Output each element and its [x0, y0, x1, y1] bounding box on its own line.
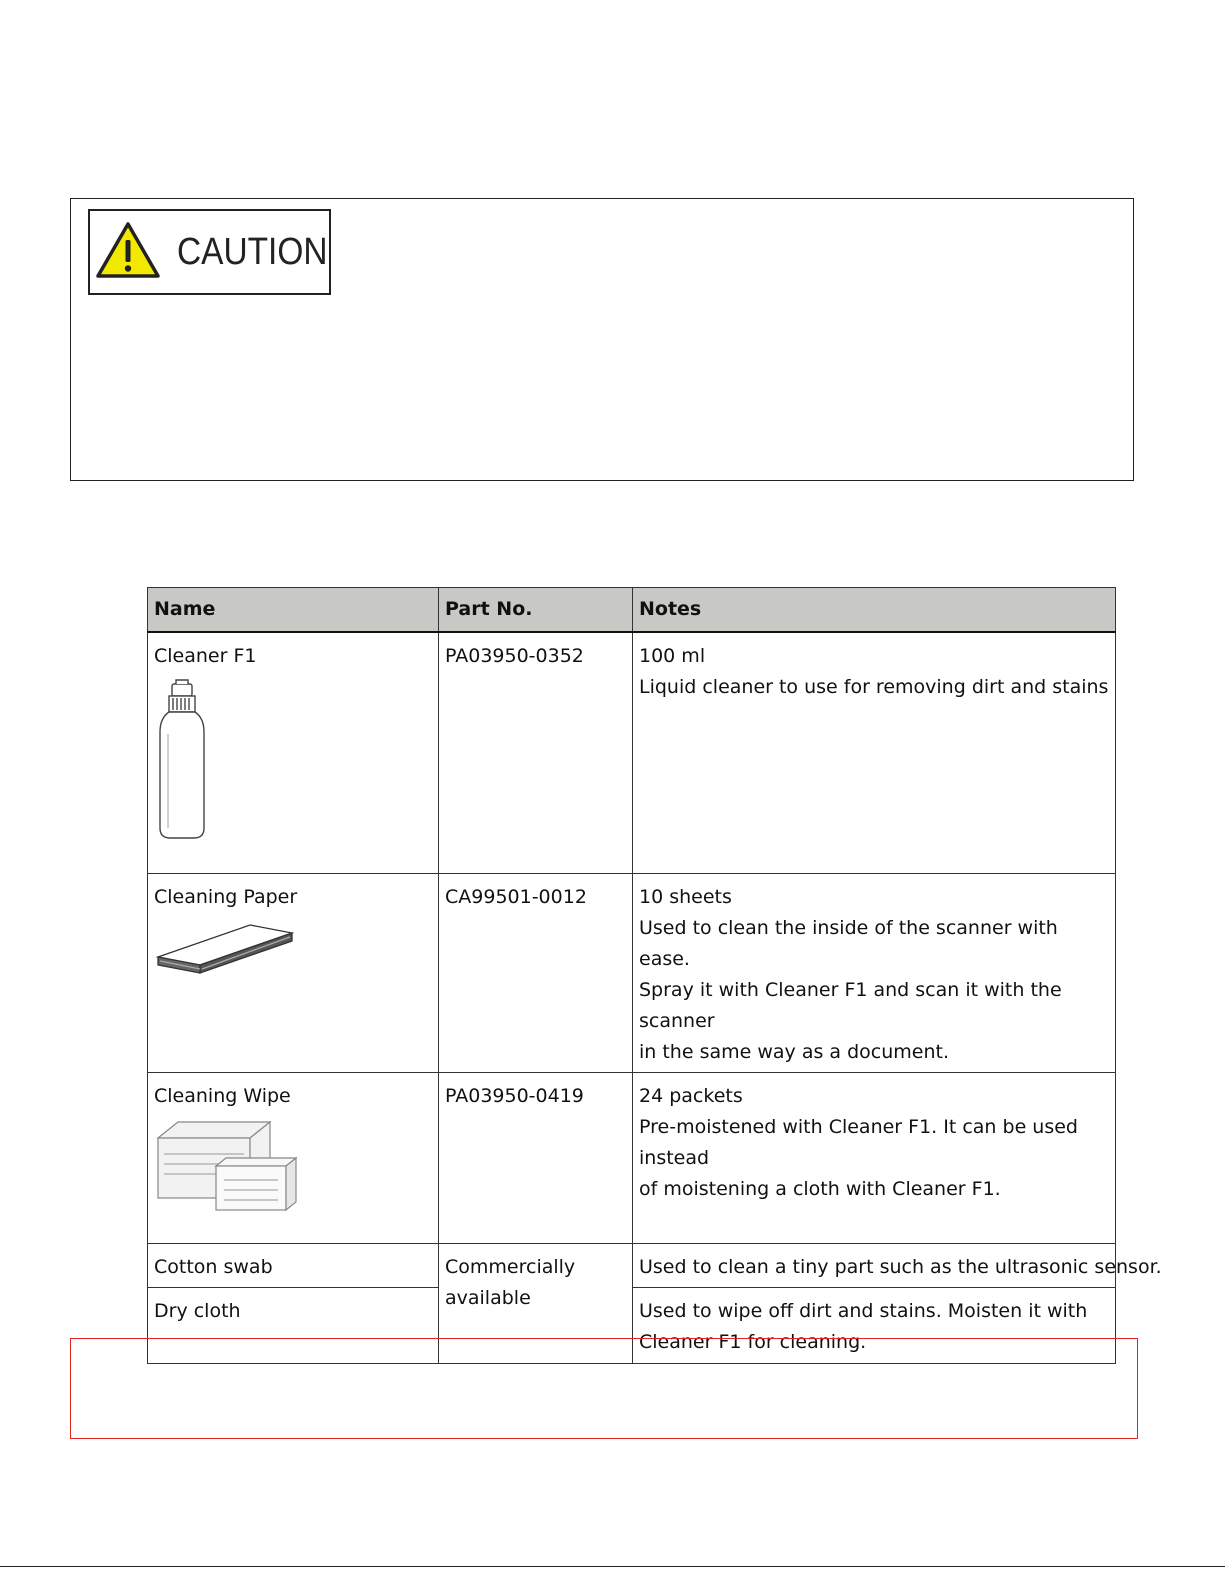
- notes-line: of moistening a cloth with Cleaner F1.: [639, 1178, 1001, 1200]
- caution-title: CAUTION: [177, 230, 328, 273]
- item-name: Cleaning Paper: [154, 886, 298, 908]
- table-row: [148, 1073, 1116, 1244]
- caution-box: [70, 198, 1134, 481]
- cell-name: [148, 874, 439, 1073]
- part-no-line: available: [445, 1287, 531, 1309]
- table-row: [148, 632, 1116, 874]
- cleaning-paper-icon: [154, 919, 432, 987]
- cell-name: Cotton swab: [148, 1244, 439, 1288]
- header-name: Name: [148, 588, 439, 632]
- part-no-line: Commercially: [445, 1256, 576, 1278]
- page-bottom-divider: [0, 1566, 1225, 1567]
- warning-triangle-icon: [90, 220, 161, 285]
- note-box: [70, 1338, 1138, 1439]
- cell-name: [148, 1073, 439, 1244]
- notes-line: Liquid cleaner to use for removing dirt and stains: [639, 675, 1109, 698]
- notes-line: 24 packets: [639, 1085, 743, 1107]
- cell-notes: [633, 874, 1116, 1073]
- notes-line: in the same way as a document.: [639, 1041, 949, 1063]
- cell-name: [148, 632, 439, 874]
- notes-line: 100 ml: [639, 644, 706, 667]
- notes-line: 10 sheets: [639, 886, 732, 908]
- cell-notes: [633, 632, 1116, 874]
- cell-part-no: PA03950-0352: [439, 632, 633, 874]
- cell-notes: [633, 1244, 1162, 1288]
- notes-line: Used to clean the inside of the scanner with ease.: [639, 917, 1058, 970]
- header-part-no: Part No.: [439, 588, 633, 632]
- cell-part-no: CA99501-0012: [439, 874, 633, 1073]
- table-row: [148, 1244, 1116, 1288]
- caution-label: [88, 209, 331, 295]
- cell-notes: [633, 1073, 1116, 1244]
- notes-line: Pre-moistened with Cleaner F1. It can be used instead: [639, 1116, 1078, 1169]
- cleaning-supplies-table: [147, 587, 1162, 1364]
- wipe-packets-icon: [154, 1118, 432, 1224]
- cell-part-no: PA03950-0419: [439, 1073, 633, 1244]
- notes-line: Cleaner F1 for cleaning.: [639, 1331, 867, 1353]
- spray-bottle-icon: [154, 678, 432, 858]
- notes-line: Used to wipe off dirt and stains. Moisten it with: [639, 1300, 1088, 1322]
- item-name: Cleaning Wipe: [154, 1085, 291, 1107]
- table-row: [148, 874, 1116, 1073]
- cell-name: Dry cloth: [148, 1288, 439, 1364]
- table-header-row: [148, 588, 1116, 632]
- notes-line: Spray it with Cleaner F1 and scan it with the scanner: [639, 979, 1062, 1032]
- header-notes: Notes: [633, 588, 1116, 632]
- notes-line: Used to clean a tiny part such as the ultrasonic sensor.: [639, 1256, 1162, 1278]
- item-name: Cleaner F1: [154, 644, 257, 667]
